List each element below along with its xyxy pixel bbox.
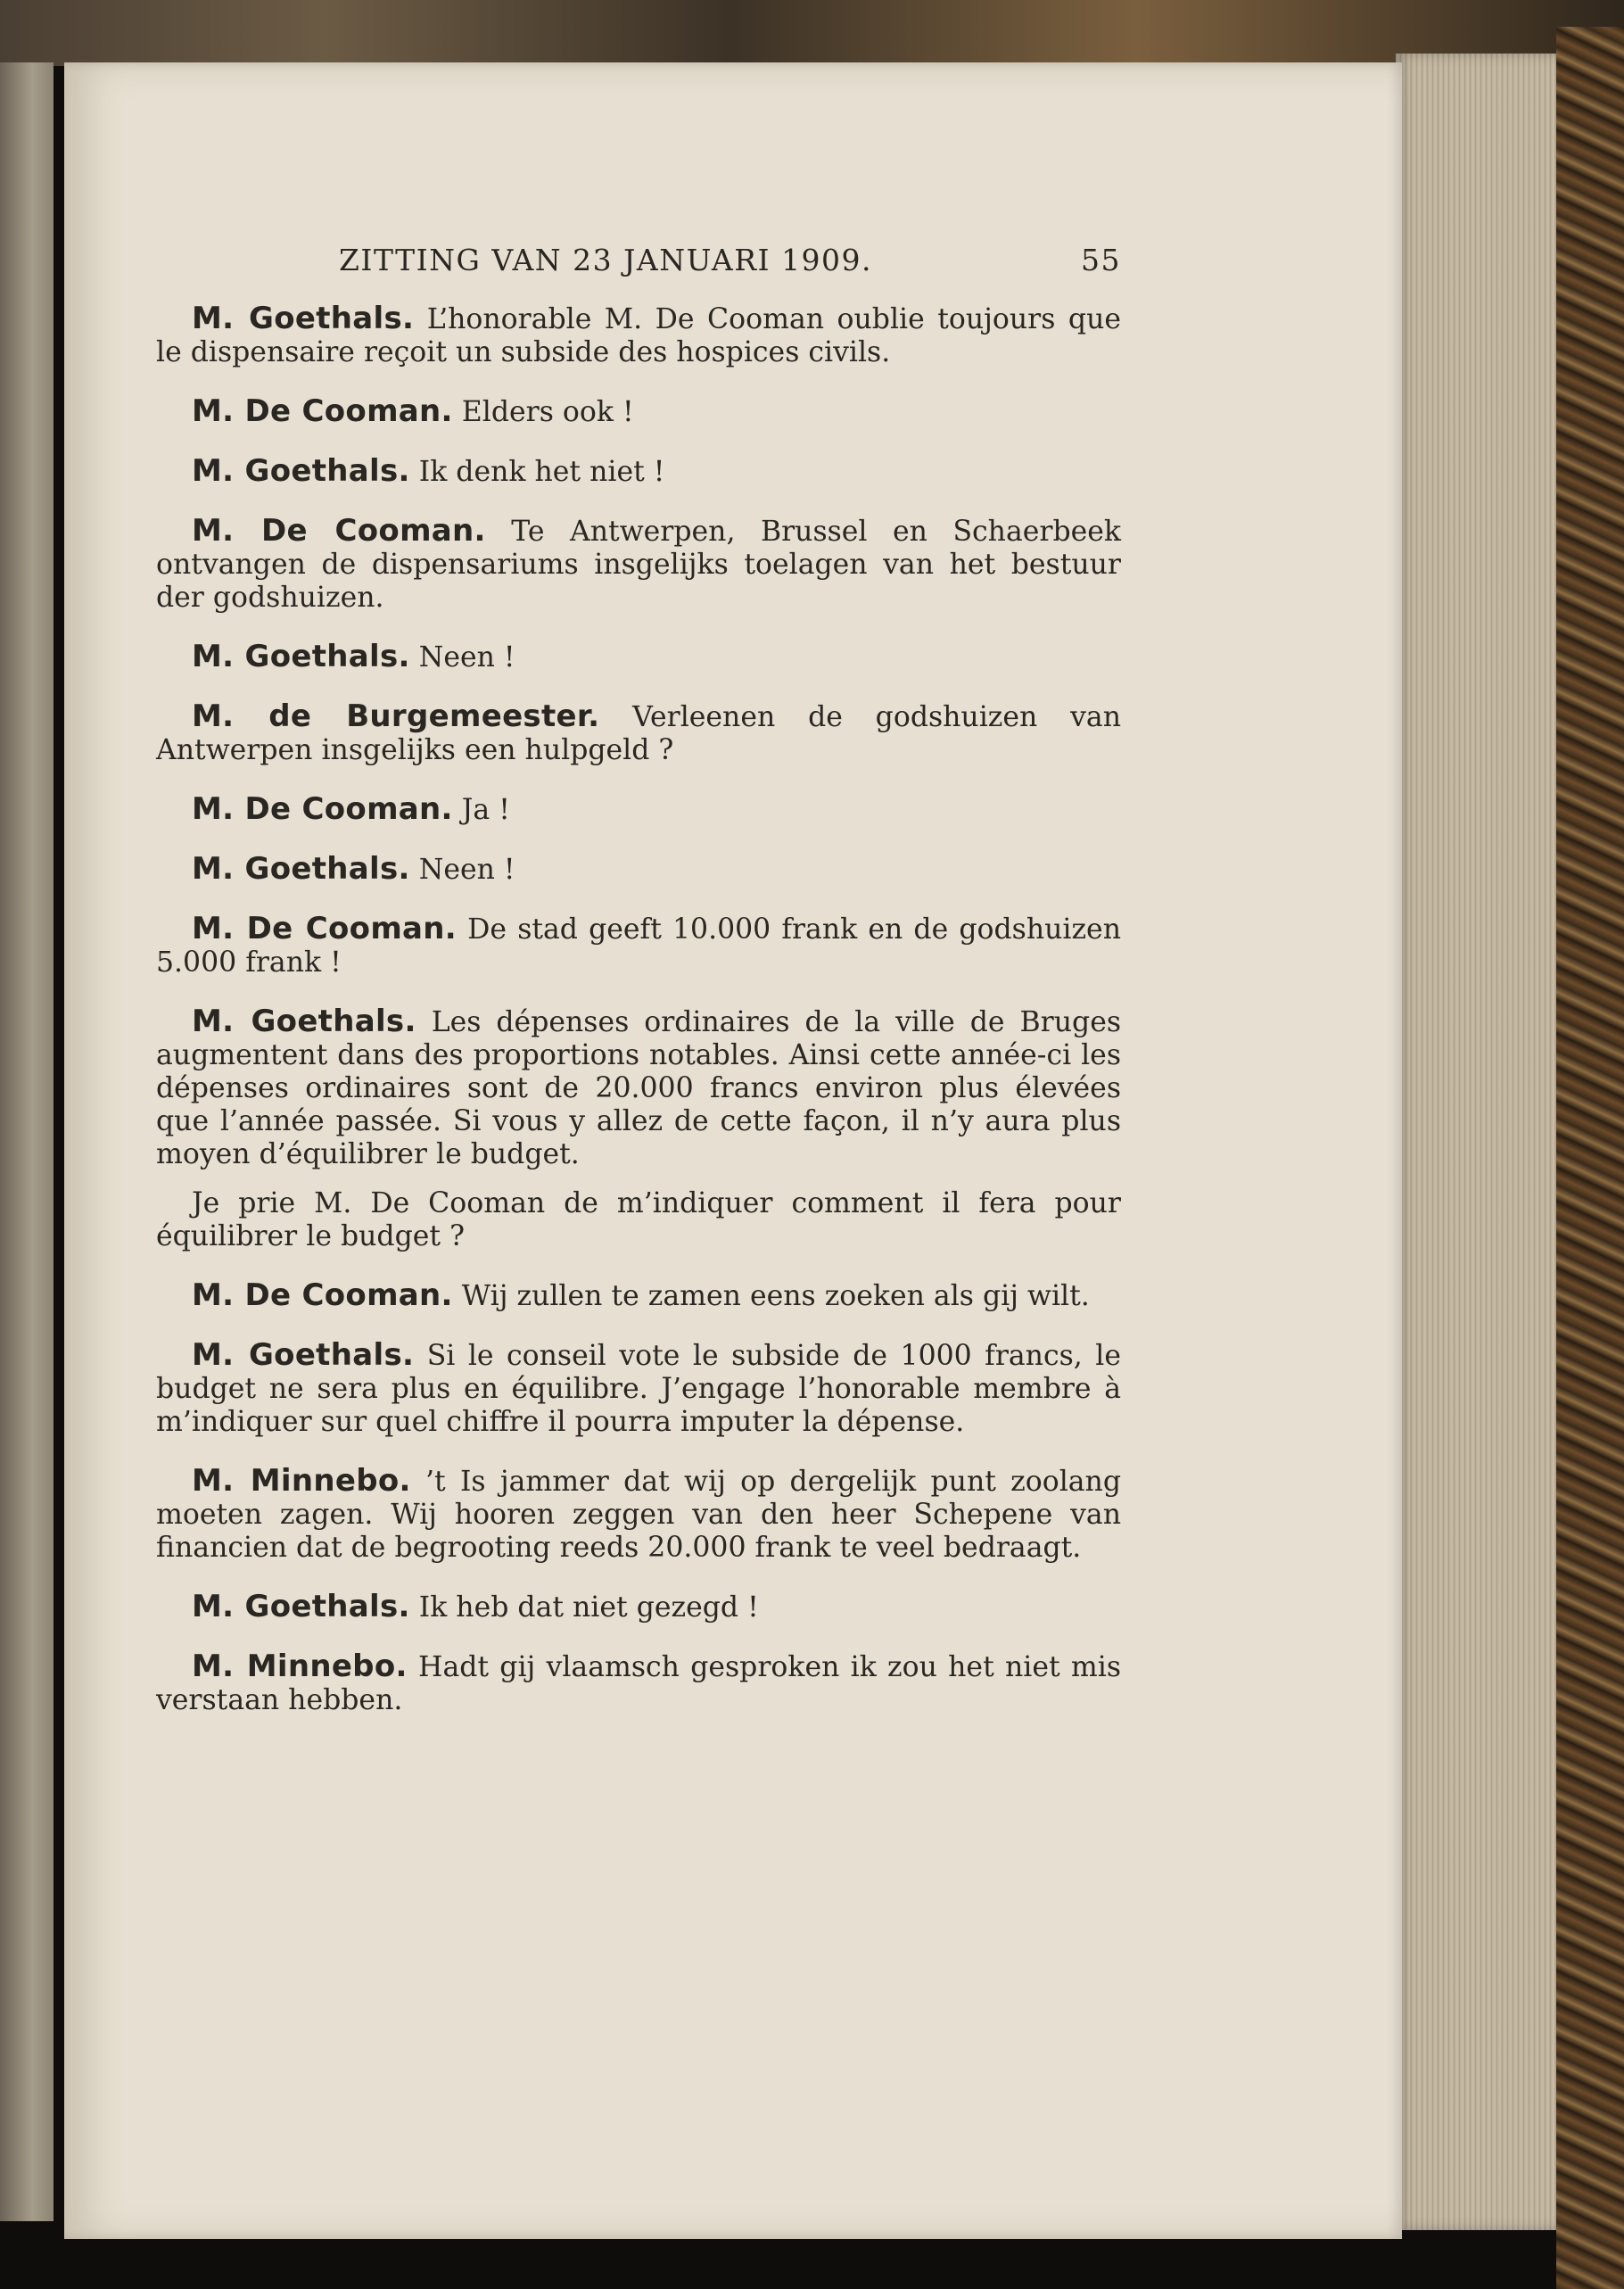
speech-text: Si le conseil vote le subside de 1000 francs, le budget ne sera plus en équilibre. J’engage l’honorable membre à m’indiquer sur quel chiffre il pourra imputer la dépense. <box>156 1340 1121 1438</box>
speech-text: Ik heb dat niet gezegd ! <box>418 1591 759 1624</box>
speaker-name: M. Goethals. <box>192 1589 410 1624</box>
paragraph <box>156 853 1121 887</box>
running-title: ZITTING VAN 23 JANUARI 1909. <box>339 243 873 277</box>
paragraph <box>156 1279 1121 1313</box>
paragraph <box>156 1339 1121 1439</box>
paragraph <box>156 913 1121 979</box>
paragraph <box>156 395 1121 429</box>
speaker-name: M. de Burgemeester. <box>192 698 600 734</box>
speech-text: Elders ook ! <box>461 396 634 428</box>
paragraph <box>156 515 1121 615</box>
speech-text: Neen ! <box>418 641 515 673</box>
speaker-name: M. Goethals. <box>192 639 410 674</box>
speaker-name: M. De Cooman. <box>192 791 453 827</box>
binding-top <box>0 0 1624 66</box>
speech-text: De stad geeft 10.000 frank en de godshuizen 5.000 frank ! <box>156 913 1121 979</box>
speaker-name: M. Goethals. <box>192 1004 416 1039</box>
speech-text: L’honorable M. De Cooman oublie toujours que le dispensaire reçoit un subside des hospices civils. <box>156 303 1122 368</box>
paragraph <box>156 1591 1121 1624</box>
paragraph <box>156 793 1121 827</box>
speaker-name: M. Minnebo. <box>192 1649 408 1684</box>
speaker-name: M. De Cooman. <box>192 911 458 946</box>
speech-text: Verleenen de godshuizen van Antwerpen insgelijks een hulpgeld ? <box>156 701 1121 766</box>
speech-text: Ik denk het niet ! <box>418 456 665 488</box>
speech-text: Je prie M. De Cooman de m’indiquer comment il fera pour équilibrer le budget ? <box>156 1187 1121 1252</box>
page-stack-edges <box>1396 54 1561 2230</box>
speech-text: Les dépenses ordinaires de la ville de Bruges augmentent dans des proportions notables. Ainsi cette année-ci les dépenses ordinaires sont de 20.000 francs environ plus élevées que l’année passée. Si vous y allez de cette façon, il n’y aura plus moyen d’équilibrer le budget. <box>156 1006 1122 1170</box>
speech-text: Ja ! <box>461 794 510 826</box>
running-header <box>156 243 1121 277</box>
paragraph <box>156 640 1121 674</box>
paragraph <box>156 1187 1121 1253</box>
speech-text: Hadt gij vlaamsch gesproken ik zou het niet mis verstaan hebben. <box>156 1651 1122 1716</box>
speaker-name: M. Minnebo. <box>192 1463 411 1499</box>
previous-page-edge <box>0 62 54 2221</box>
speech-text: Wij zullen te zamen eens zoeken als gij wilt. <box>461 1280 1090 1312</box>
speaker-name: M. De Cooman. <box>192 393 453 429</box>
speech-text: ’t Is jammer dat wij op dergelijk punt zoolang moeten zagen. Wij hooren zeggen van den heer Schepene van financien dat de begrooting reeds 20.000 frank te veel bedraagt. <box>156 1466 1122 1564</box>
speech-text: Te Antwerpen, Brussel en Schaerbeek ontvangen de dispensariums insgelijks toelagen van het bestuur der godshuizen. <box>156 516 1121 614</box>
marbled-cover <box>1556 27 1624 2289</box>
speaker-name: M. De Cooman. <box>192 1277 453 1313</box>
paragraph <box>156 1650 1121 1717</box>
paragraph <box>156 700 1121 767</box>
speaker-name: M. Goethals. <box>192 453 410 489</box>
paragraph <box>156 302 1121 369</box>
speaker-name: M. Goethals. <box>192 851 410 887</box>
page-number: 55 <box>1081 243 1121 277</box>
speech-text: Neen ! <box>418 854 515 886</box>
speaker-name: M. Goethals. <box>192 1337 415 1373</box>
page-text <box>156 243 1121 1743</box>
paragraph <box>156 455 1121 489</box>
speaker-name: M. De Cooman. <box>192 513 486 549</box>
speaker-name: M. Goethals. <box>192 301 415 336</box>
paragraph <box>156 1005 1121 1171</box>
paragraph <box>156 1465 1121 1565</box>
